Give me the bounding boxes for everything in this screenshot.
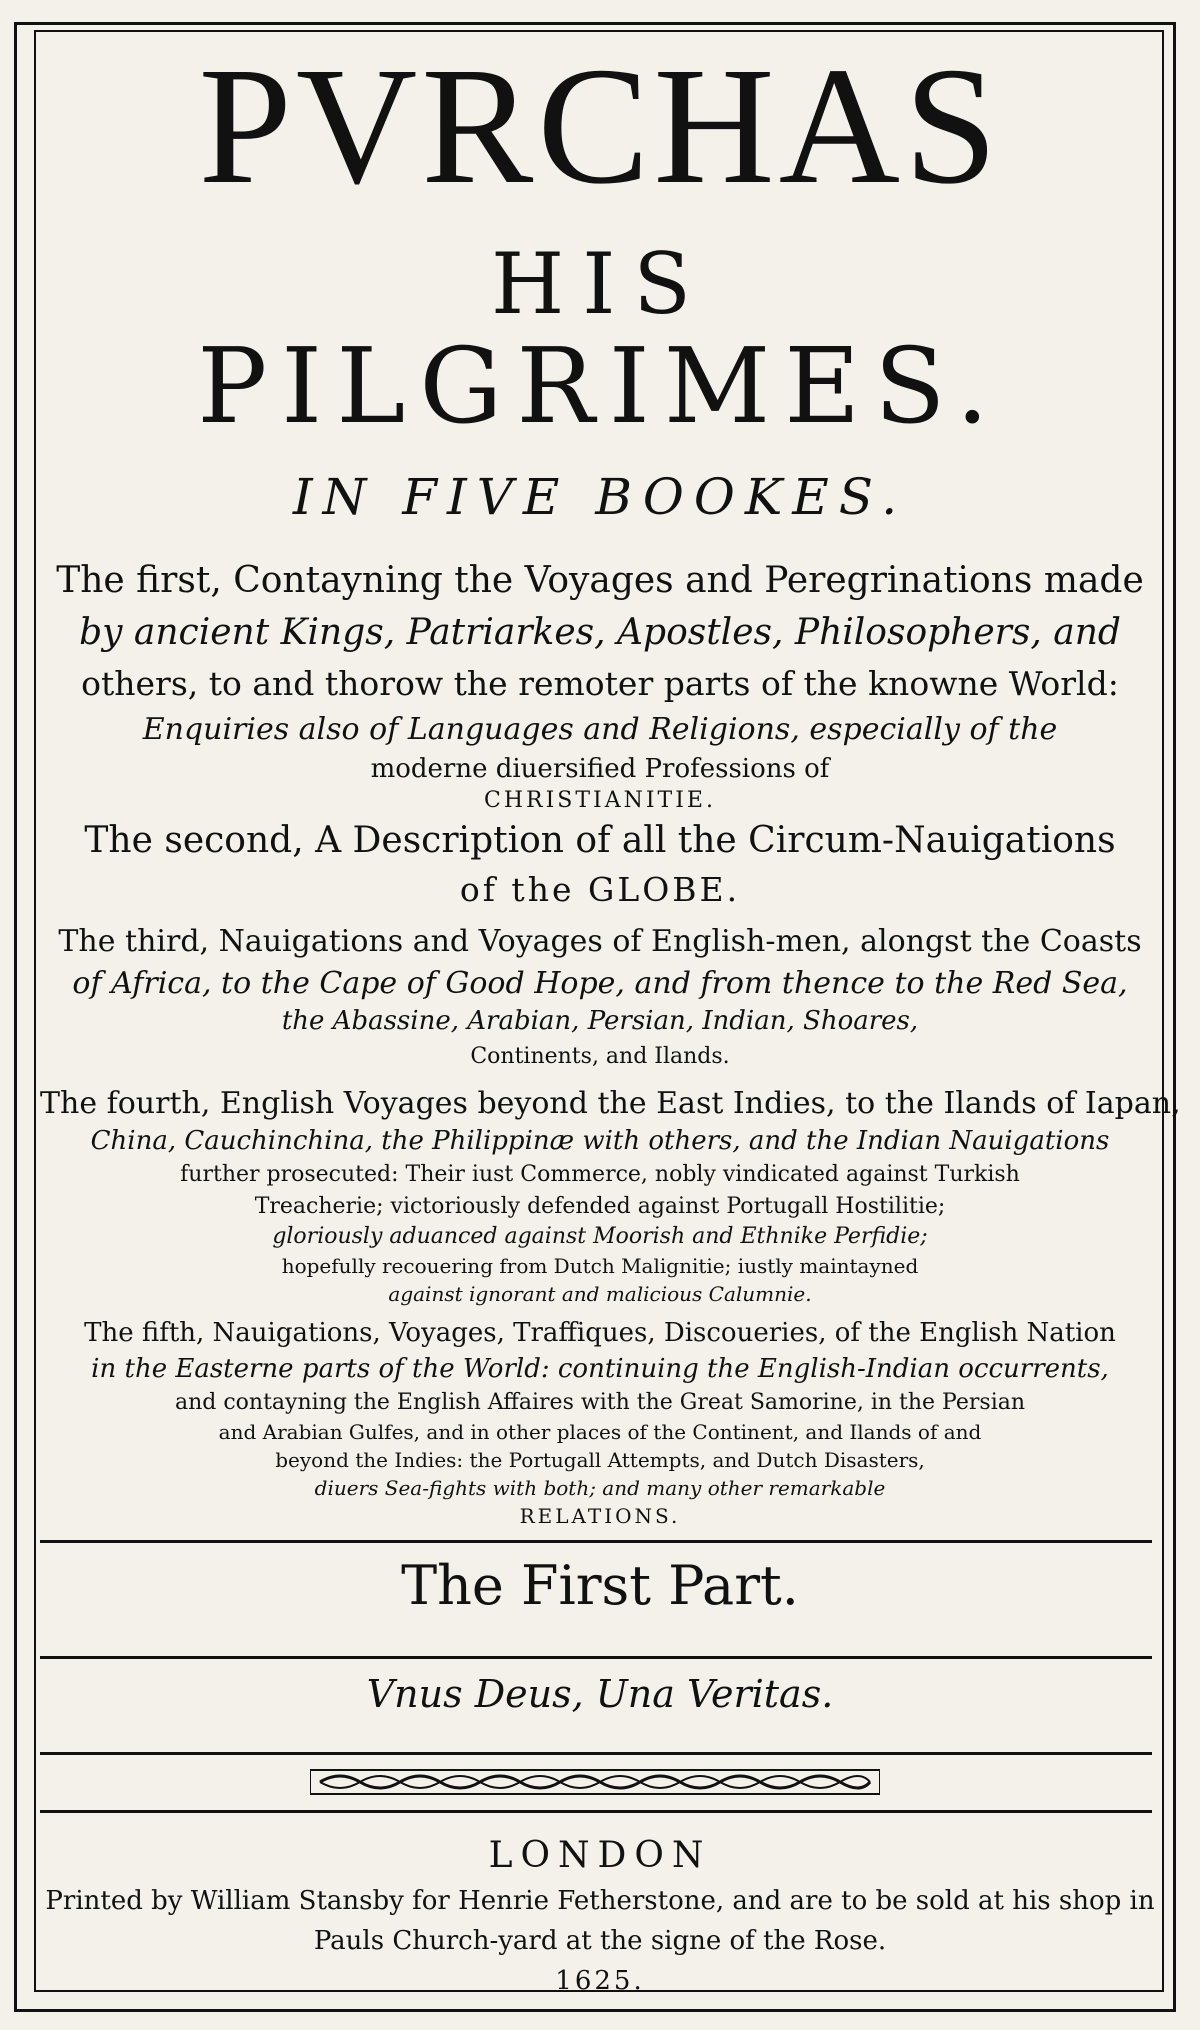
book4-line6: hopefully recouering from Dutch Malignitie; iustly maintayned: [281, 1254, 919, 1278]
imprint-year: 1625.: [555, 1966, 645, 1996]
book4-line4: Treacherie; victoriously defended against Portugall Hostilitie;: [254, 1194, 946, 1219]
book1-line2: by ancient Kings, Patriarkes, Apostles, Philosophers, and: [79, 612, 1121, 653]
book5-line6: diuers Sea-fights with both; and many other remarkable: [314, 1476, 886, 1500]
divider-rule: [40, 1540, 1152, 1543]
book4-line7: against ignorant and malicious Calumnie.: [388, 1282, 812, 1306]
book3-line3: the Abassine, Arabian, Persian, Indian, Shoares,: [281, 1006, 919, 1036]
book2-line1: The second, A Description of all the Circum-Nauigations: [84, 820, 1116, 861]
book3-line1: The third, Nauigations and Voyages of English-men, alongst the Coasts: [58, 924, 1142, 959]
book3-line4: Continents, and Ilands.: [470, 1044, 730, 1069]
book5-line4: and Arabian Gulfes, and in other places of the Continent, and Ilands of and: [218, 1420, 982, 1444]
title-pilgrimes: PILGRIMES.: [197, 325, 1003, 447]
book4-line2: China, Cauchinchina, the Philippinæ with others, and the Indian Nauigations: [90, 1126, 1110, 1156]
book1-line5: moderne diuersified Professions of: [370, 754, 830, 784]
divider-rule: [40, 1752, 1152, 1755]
book5-line5: beyond the Indies: the Portugall Attempts, and Dutch Disasters,: [275, 1448, 925, 1472]
book5-line2: in the Easterne parts of the World: continuing the English-Indian occurrents,: [91, 1354, 1109, 1384]
ornament-icon: [310, 1768, 880, 1796]
motto: Vnus Deus, Una Veritas.: [366, 1672, 834, 1716]
book4-line1: The fourth, English Voyages beyond the East Indies, to the Ilands of Iapan,: [40, 1086, 1181, 1121]
book5-line1: The fifth, Nauigations, Voyages, Traffiques, Discoueries, of the English Nation: [84, 1318, 1116, 1348]
divider-rule: [40, 1810, 1152, 1813]
subtitle-five-bookes: IN FIVE BOOKES.: [292, 468, 908, 526]
title-purchas: PVRCHAS: [198, 33, 1002, 219]
book1-line1: The first, Contayning the Voyages and Peregrinations made: [56, 560, 1144, 601]
part-heading: The First Part.: [401, 1554, 799, 1617]
title-his: HIS: [491, 235, 709, 333]
book1-line6: CHRISTIANITIE.: [484, 788, 716, 813]
book5-line3: and contayning the English Affaires with the Great Samorine, in the Persian: [174, 1390, 1026, 1415]
book5-line7: RELATIONS.: [519, 1504, 681, 1528]
imprint-city: LONDON: [488, 1835, 712, 1876]
book3-line2: of Africa, to the Cape of Good Hope, and from thence to the Red Sea,: [72, 966, 1128, 1001]
book2-line2: of the GLOBE.: [459, 870, 741, 909]
book1-line4: Enquiries also of Languages and Religions, especially of the: [142, 712, 1058, 747]
book4-line5: gloriously aduanced against Moorish and Ethnike Perfidie;: [272, 1224, 928, 1249]
imprint-line1: Printed by William Stansby for Henrie Fetherstone, and are to be sold at his shop in: [45, 1886, 1155, 1916]
imprint-line2: Pauls Church-yard at the signe of the Rose.: [313, 1926, 887, 1956]
book1-line3: others, to and thorow the remoter parts of the knowne World:: [81, 664, 1119, 703]
book4-line3: further prosecuted: Their iust Commerce, nobly vindicated against Turkish: [180, 1162, 1020, 1187]
divider-rule: [40, 1656, 1152, 1659]
